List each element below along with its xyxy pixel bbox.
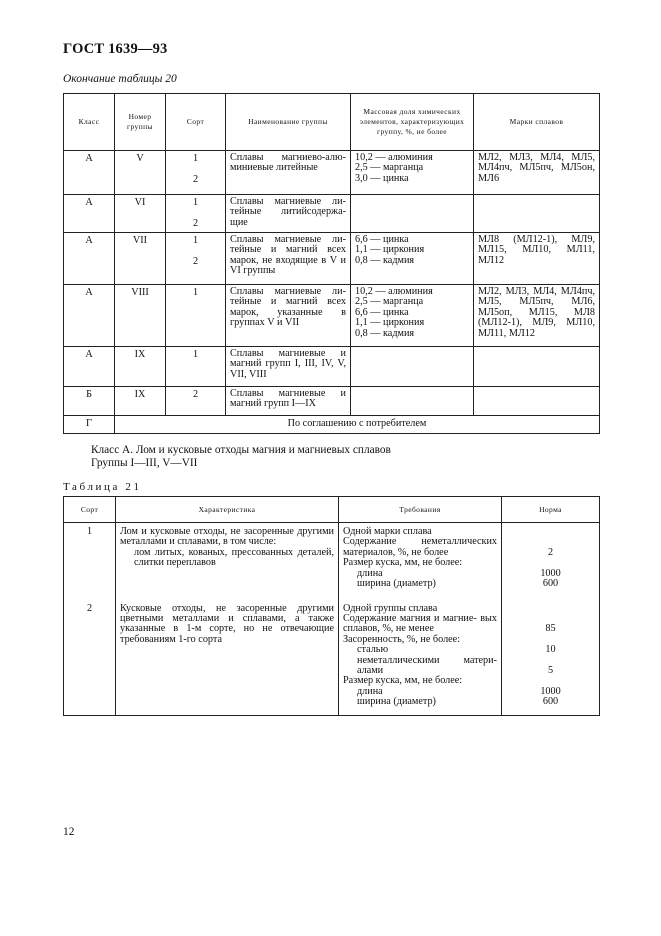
table20-header-mass: Массовая доля химических элементов, характеризующих группу, %, не более — [351, 94, 474, 151]
req-line: Одной марки сплава — [343, 526, 432, 537]
group-cell: VII — [115, 233, 166, 285]
characteristic-cell — [116, 600, 339, 716]
mass-line: 10,2 — алюминия — [355, 286, 433, 297]
sort-cell — [166, 233, 226, 285]
marks-cell — [474, 347, 600, 387]
req-line: Засоренность, %, не более: — [343, 633, 461, 645]
table-21 — [63, 496, 600, 716]
class-a-heading — [91, 444, 391, 469]
table21-header-requirements: Требования — [339, 497, 502, 523]
group-name-cell: Сплавы магниевые ли- тейные и магний всех марок, не входящие в V и VI группы — [226, 233, 351, 285]
group-cell: VIII — [115, 285, 166, 347]
sort-value: 2 — [192, 218, 199, 230]
norm-value: 10 — [545, 644, 556, 656]
characteristic-cell — [116, 523, 339, 600]
group-name-cell: Сплавы магниевые ли- тейные и магний всех марок, указанные в группах V и VII — [226, 285, 351, 347]
req-line: ширина (диаметр) — [357, 578, 436, 590]
mass-line: 6,6 — цинка — [355, 234, 409, 245]
req-line: ширина (диаметр) — [357, 696, 436, 708]
table21-header-row — [64, 497, 600, 523]
sort-value: 1 — [192, 287, 199, 298]
group-cell: VI — [115, 195, 166, 233]
req-line: неметаллическими матери- алами — [357, 654, 497, 676]
sort-value: 2 — [192, 389, 199, 400]
characteristic-main: Лом и кусковые отходы, не засоренные другими металлами и сплавами, в том числе: — [120, 526, 334, 548]
sort-cell — [166, 151, 226, 195]
req-line: Содержание магния и магние- вых сплавов, %, не менее — [343, 612, 497, 635]
req-line: длина — [357, 685, 383, 697]
req-line: Одной группы сплава — [343, 602, 438, 614]
norm-value: 600 — [542, 577, 559, 589]
group-name-cell: Сплавы магниевые и магний групп I—IX — [226, 387, 351, 416]
table20-header-marks: Марки сплавов — [474, 94, 600, 151]
table-row — [64, 416, 600, 434]
class-cell: Г — [64, 416, 115, 434]
group-cell: IX — [115, 387, 166, 416]
table-20 — [63, 93, 600, 434]
class-cell: А — [64, 151, 115, 195]
table-row — [64, 387, 600, 416]
table-row — [64, 523, 600, 600]
norm-value: 2 — [547, 546, 554, 558]
sort-value: 1 — [192, 197, 199, 208]
mass-line: 3,0 — цинка — [355, 172, 409, 184]
mass-line: 10,2 — алюминия — [355, 152, 433, 163]
sort-value: 2 — [192, 174, 199, 186]
marks-cell: МЛ2, МЛ3, МЛ4, МЛ5, МЛ4пч, МЛ5пч, МЛ5он, МЛ6 — [474, 151, 600, 195]
mass-cell — [351, 151, 474, 195]
mass-cell — [351, 233, 474, 285]
group-name-cell: Сплавы магниево-алю- миниевые литейные — [226, 151, 351, 195]
marks-cell — [474, 195, 600, 233]
group-cell: V — [115, 151, 166, 195]
norm-value: 1000 — [540, 685, 561, 697]
document-code: ГОСТ 1639—93 — [63, 41, 168, 57]
mass-line: 1,1 — циркония — [355, 244, 425, 256]
mass-line: 2,5 — марганца — [355, 162, 424, 174]
mass-cell — [351, 347, 474, 387]
class-cell: А — [64, 285, 115, 347]
class-a-title: Класс А. Лом и кусковые отходы магния и магниевых сплавов — [91, 444, 391, 456]
requirements-cell — [339, 523, 502, 600]
mass-line: 1,1 — циркония — [355, 317, 425, 329]
class-cell: А — [64, 347, 115, 387]
marks-cell: МЛ2, МЛ3, МЛ4, МЛ4пч, МЛ5, МЛ5пч, МЛ6, МЛ5оп, МЛ15, МЛ8 (МЛ12-1), МЛ9, МЛ10, МЛ11, МЛ12 — [474, 285, 600, 347]
class-cell: Б — [64, 387, 115, 416]
mass-line: 6,6 — цинка — [355, 306, 409, 318]
sort-cell — [166, 387, 226, 416]
sort-cell — [166, 285, 226, 347]
table20-header-sort: Сорт — [166, 94, 226, 151]
req-line: сталью — [357, 644, 389, 656]
group-name-cell: Сплавы магниевые ли- тейные литийсодержа- щие — [226, 195, 351, 233]
group-name-cell: Сплавы магниевые и магний групп I, III, IV, V, VII, VIII — [226, 347, 351, 387]
table21-header-norm: Норма — [502, 497, 600, 523]
page-number: 12 — [63, 826, 75, 838]
norm-value: 600 — [542, 696, 559, 708]
table20-header-row — [64, 94, 600, 151]
marks-cell — [474, 387, 600, 416]
table20-header-class: Класс — [64, 94, 115, 151]
req-line: Содержание неметаллических материалов, %, не более — [343, 536, 497, 558]
class-cell: А — [64, 233, 115, 285]
norm-value: 85 — [545, 623, 556, 635]
table-row — [64, 347, 600, 387]
class-a-groups: Группы I—III, V—VII — [91, 456, 198, 469]
table-row — [64, 195, 600, 233]
table21-caption: Таблица 21 — [63, 481, 142, 493]
marks-cell: МЛ8 (МЛ12-1), МЛ9, МЛ15, МЛ10, МЛ11, МЛ12 — [474, 233, 600, 285]
sort-value: 2 — [192, 256, 199, 268]
table20-caption: Окончание таблицы 20 — [63, 73, 177, 85]
norm-value: 1000 — [540, 567, 561, 579]
requirements-cell — [339, 600, 502, 716]
table-row — [64, 233, 600, 285]
sort-cell: 2 — [64, 600, 116, 716]
req-line: длина — [357, 567, 383, 579]
table21-header-characteristic: Характеристика — [116, 497, 339, 523]
sort-cell — [166, 195, 226, 233]
table21-header-sort: Сорт — [64, 497, 116, 523]
mass-cell — [351, 195, 474, 233]
mass-cell — [351, 387, 474, 416]
mass-line: 0,8 — кадмия — [355, 327, 415, 339]
mass-cell — [351, 285, 474, 347]
sort-cell: 1 — [64, 523, 116, 600]
norm-cell — [502, 600, 600, 716]
norm-cell — [502, 523, 600, 600]
req-line: Размер куска, мм, не более: — [343, 557, 463, 569]
table-row — [64, 285, 600, 347]
sort-value: 1 — [192, 349, 199, 360]
sort-value: 1 — [192, 235, 199, 246]
table20-header-name: Наименование группы — [226, 94, 351, 151]
table-row — [64, 600, 600, 716]
class-cell: А — [64, 195, 115, 233]
req-line: Размер куска, мм, не более: — [343, 675, 463, 687]
sort-cell — [166, 347, 226, 387]
characteristic-main: Кусковые отходы, не засоренные другими цветными металлами и сплавами, а также указанные в 1-м сорте, но не отвечающие требованиям 1-го сорта — [120, 602, 334, 645]
mass-line: 0,8 — кадмия — [355, 254, 415, 266]
norm-value: 5 — [547, 664, 554, 676]
table20-header-group: Номер группы — [115, 94, 166, 151]
agreement-note: По соглашению с потребителем — [115, 416, 600, 434]
table-row — [64, 151, 600, 195]
characteristic-sub: лом литых, кованых, прессованных деталей, слитки переплавов — [134, 546, 334, 569]
mass-line: 2,5 — марганца — [355, 296, 424, 308]
group-cell: IX — [115, 347, 166, 387]
sort-value: 1 — [192, 153, 199, 164]
